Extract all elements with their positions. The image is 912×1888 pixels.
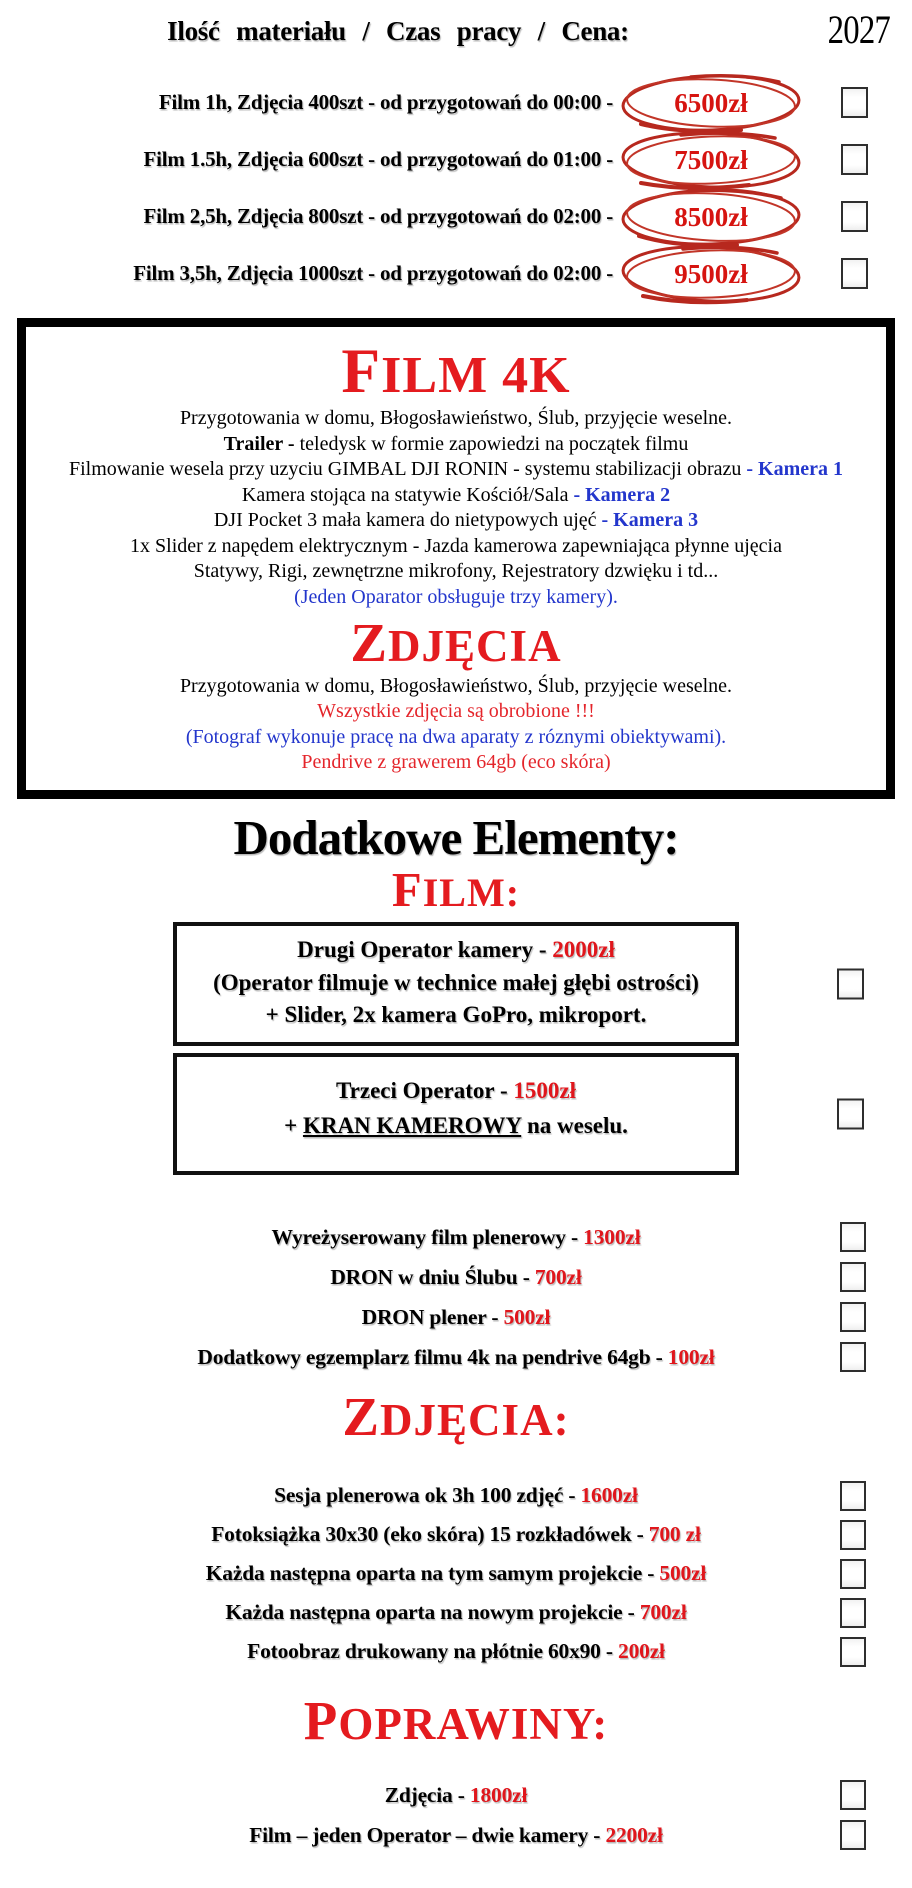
spacer [0, 1671, 912, 1681]
item-checkbox[interactable] [840, 1520, 866, 1550]
item-checkbox[interactable] [840, 1481, 866, 1511]
item-label [274, 1483, 638, 1507]
extra-option-row [0, 1053, 912, 1175]
list-item [0, 1815, 912, 1855]
package-row [0, 74, 912, 131]
package-label: Film 1h, Zdjęcia 400szt - od przygotowań do 00:00 - [158, 90, 613, 114]
item-label [225, 1600, 686, 1624]
item-checkbox[interactable] [840, 1559, 866, 1589]
package-list [0, 74, 912, 302]
item-price: 2200zł [605, 1822, 663, 1847]
zdjecia-photographer-note: (Fotograf wykonuje pracę na dwa aparaty z róznymi obiektywami). [185, 725, 727, 748]
package-checkbox[interactable] [841, 258, 868, 289]
film4k-line: Statywy, Rigi, zewnętrzne mikrofony, Rejestratory dzwięku i td... [193, 560, 719, 583]
option-label: na weselu. [521, 1112, 628, 1138]
package-price: 8500zł [674, 201, 748, 232]
item-price: 1600zł [580, 1483, 638, 1508]
option-price: 2000zł [552, 937, 615, 963]
item-checkbox[interactable] [840, 1342, 866, 1372]
film4k-line: Przygotowania w domu, Błogosławieństwo, Ślub, przyjęcie weselne. [179, 407, 733, 430]
year-label: 2027 [827, 7, 890, 52]
package-price: 6500zł [674, 87, 748, 118]
zdjecia-items-list [0, 1476, 912, 1671]
price-badge [619, 72, 803, 134]
item-text: DRON w dniu Ślubu - [330, 1264, 535, 1289]
package-checkbox[interactable] [841, 144, 868, 175]
camera2-label: - Kamera 2 [573, 483, 671, 506]
zdjecia-pendrive-note: Pendrive z grawerem 64gb (eco skóra) [301, 751, 611, 774]
option-line: + Slider, 2x kamera GoPro, mikroport. [265, 1002, 647, 1028]
item-price: 700zł [534, 1264, 582, 1289]
item-text: DRON plener - [361, 1304, 504, 1329]
package-row [0, 188, 912, 245]
zdjecia-section-heading: ZDJĘCIA: [342, 1385, 570, 1447]
item-price: 700 zł [648, 1522, 701, 1547]
extra-option-row [0, 922, 912, 1046]
zdjecia-line: Przygotowania w domu, Błogosławieństwo, Ślub, przyjęcie weselne. [179, 674, 733, 697]
film4k-operator-note: (Jeden Oparator obsługuje trzy kamery). [294, 585, 618, 608]
film-items-list [0, 1217, 912, 1377]
item-text: Sesja plenerowa ok 3h 100 zdjęć - [274, 1483, 581, 1508]
price-badge [619, 186, 803, 248]
header [0, 0, 912, 68]
camera1-text: Filmowanie wesela przy uzyciu GIMBAL DJI RONIN - systemu stabilizacji obrazu [68, 458, 747, 481]
extras-title: Dodatkowe Elementy: [233, 809, 679, 865]
film4k-line [32, 508, 880, 534]
item-text: Fotoobraz drukowany na płótnie 60x90 - [247, 1639, 619, 1664]
item-price: 1300zł [583, 1224, 641, 1249]
poprawiny-items-list [0, 1775, 912, 1855]
list-item [0, 1297, 912, 1337]
spacer [0, 1753, 912, 1775]
film4k-line [32, 432, 880, 458]
item-price: 100zł [667, 1344, 715, 1369]
item-checkbox[interactable] [840, 1820, 866, 1850]
item-label [272, 1225, 641, 1249]
option-line: (Operator filmuje w technice małej głębi ostrości) [213, 969, 699, 995]
film4k-line: 1x Slider z napędem elektrycznym - Jazda kamerowa zapewniająca płynne ujęcia [130, 534, 782, 557]
page-title: Ilość materiału / Czas pracy / Cena: [167, 16, 629, 46]
item-text: Film – jeden Operator – dwie kamery - [249, 1822, 606, 1847]
package-checkbox[interactable] [841, 201, 868, 232]
zdjecia-title: ZDJĘCIA [350, 612, 562, 674]
second-operator-box [173, 922, 739, 1046]
package-row [0, 245, 912, 302]
item-checkbox[interactable] [840, 1222, 866, 1252]
camera3-text: DJI Pocket 3 mała kamera do nietypowych ujęć [213, 509, 602, 532]
kran-kamerowy-label: KRAN KAMEROWY [302, 1112, 522, 1138]
item-checkbox[interactable] [840, 1302, 866, 1332]
option-checkbox[interactable] [837, 968, 864, 999]
item-text: Fotoksiążka 30x30 (eko skóra) 15 rozkładówek - [211, 1522, 649, 1547]
item-price: 1800zł [469, 1782, 528, 1807]
film4k-line [32, 457, 880, 483]
camera2-text: Kamera stojąca na statywie Kościół/Sala [241, 483, 574, 506]
spacer [0, 1448, 912, 1476]
item-text: Wyreżyserowany film plenerowy - [271, 1224, 584, 1249]
camera3-label: - Kamera 3 [601, 509, 699, 532]
package-price: 7500zł [674, 144, 748, 175]
trailer-label: Trailer - [223, 432, 300, 455]
list-item [0, 1257, 912, 1297]
plus-sign: + [284, 1112, 303, 1138]
package-price: 9500zł [674, 258, 748, 289]
item-text: Dodatkowy egzemplarz filmu 4k na pendrive 64gb - [197, 1344, 668, 1369]
spacer [0, 1175, 912, 1217]
price-badge [619, 129, 803, 191]
list-item [0, 1476, 912, 1515]
item-price: 500zł [503, 1304, 551, 1329]
item-price: 200zł [618, 1639, 665, 1664]
trailer-text: teledysk w formie zapowiedzi na początek filmu [299, 432, 689, 455]
item-checkbox[interactable] [840, 1262, 866, 1292]
option-line [181, 1108, 731, 1143]
item-checkbox[interactable] [840, 1598, 866, 1628]
package-checkbox[interactable] [841, 87, 868, 118]
list-item [0, 1554, 912, 1593]
film4k-line [32, 483, 880, 509]
package-label: Film 3,5h, Zdjęcia 1000szt - od przygotowań do 02:00 - [133, 261, 613, 285]
item-label [330, 1265, 581, 1289]
list-item [0, 1593, 912, 1632]
item-label [247, 1639, 665, 1663]
option-label: Drugi Operator kamery - [297, 937, 553, 963]
item-text: Zdjęcia - [384, 1782, 470, 1807]
list-item [0, 1217, 912, 1257]
option-line [181, 934, 731, 967]
item-checkbox[interactable] [840, 1780, 866, 1810]
poprawiny-section-heading: POPRAWINY: [303, 1690, 609, 1752]
film4k-title: FILM 4K [341, 335, 571, 406]
package-row [0, 131, 912, 188]
item-label [249, 1823, 663, 1847]
option-price: 1500zł [513, 1077, 576, 1103]
list-item [0, 1632, 912, 1671]
list-item [0, 1515, 912, 1554]
item-label [206, 1561, 706, 1585]
zdjecia-retouch-note: Wszystkie zdjęcia są obrobione !!! [317, 700, 595, 723]
list-item [0, 1775, 912, 1815]
film-section-heading: FILM: [391, 863, 521, 918]
item-checkbox[interactable] [840, 1637, 866, 1667]
item-text: Każda następna oparta na tym samym projekcie - [205, 1561, 660, 1586]
item-label [211, 1522, 700, 1546]
third-operator-box [173, 1053, 739, 1175]
item-price: 700zł [639, 1600, 687, 1625]
item-price: 500zł [659, 1561, 707, 1586]
item-label [385, 1783, 528, 1807]
item-label [197, 1345, 714, 1369]
package-label: Film 1.5h, Zdjęcia 600szt - od przygotowań do 01:00 - [143, 147, 613, 171]
option-line [181, 1073, 731, 1108]
item-label [362, 1305, 551, 1329]
list-item [0, 1337, 912, 1377]
package-details-box [17, 318, 895, 799]
camera1-label: - Kamera 1 [746, 458, 844, 481]
option-label: Trzeci Operator - [336, 1077, 514, 1103]
price-badge [619, 243, 803, 305]
package-label: Film 2,5h, Zdjęcia 800szt - od przygotowań do 02:00 - [143, 204, 613, 228]
item-text: Każda następna oparta na nowym projekcie - [225, 1600, 640, 1625]
option-checkbox[interactable] [837, 1098, 864, 1129]
